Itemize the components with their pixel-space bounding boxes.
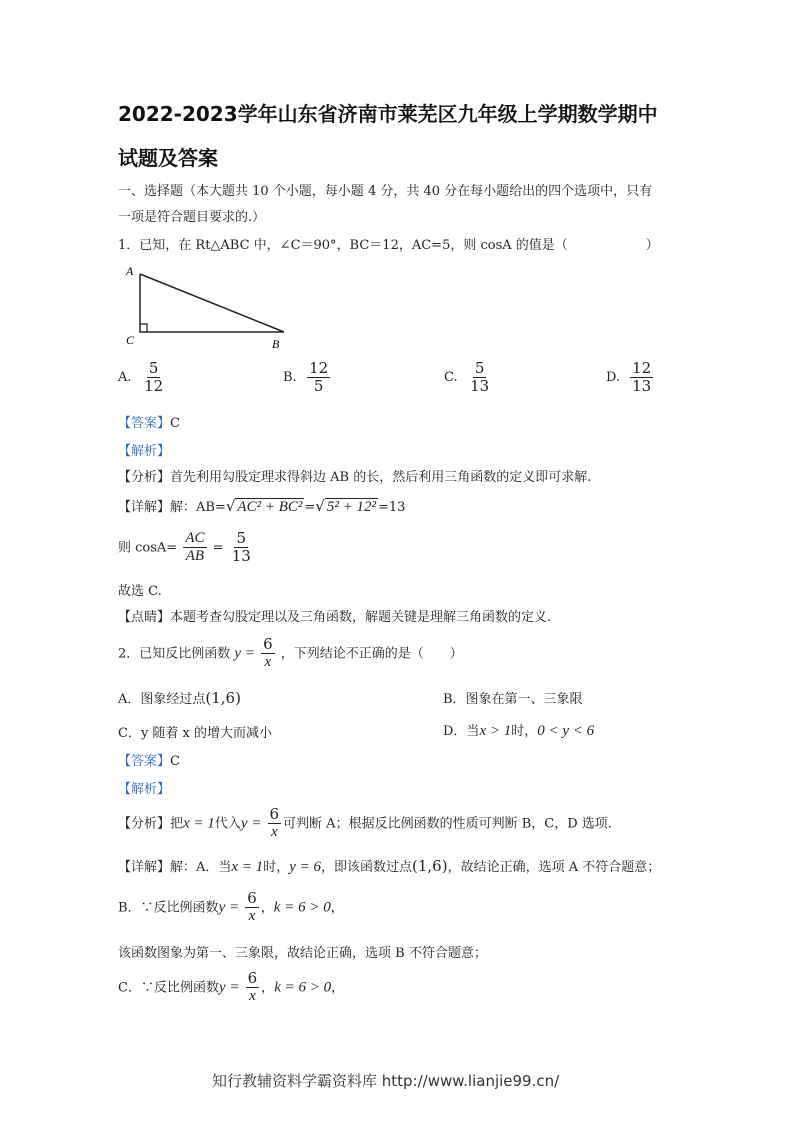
vertex-label-c: C [126,333,135,347]
q1-stem: 1．已知，在 Rt△ABC 中，∠C＝90°，BC＝12，AC=5，则 cosA 的值是（ ） [118,238,659,253]
sqrt-expression-2: 5² + 12² [326,499,376,515]
q1-fenxi: 【分析】首先利用勾股定理求得斜边 AB 的长，然后利用三角函数的定义即可求解. [118,470,592,485]
q1-analysis-tag: 【解析】 [118,444,171,459]
answer-value: C [170,416,180,431]
page-title-line1: 2022-2023学年山东省济南市莱芜区九年级上学期数学期中 [118,102,658,126]
vertex-label-a: A [126,264,134,278]
q2-detail-b: B．∵反比例函数y = $\frac{6}{x}$ ，k = 6 > 0， [118,889,344,925]
answer-tag: 【答案】 [118,416,171,431]
option-letter: C. [444,370,458,386]
q2-analysis-tag: 【解析】 [118,782,171,797]
q2-option-c: C．y 随着 x 的增大而减小 [118,726,273,741]
footer-text: 知行教辅资料学霸资料库 http://www.lianjie99.cn/ [212,1072,560,1090]
option-letter: D. [606,370,621,386]
vertex-label-b: B [272,337,280,351]
option-fraction: $\frac{5}{13}$ [470,359,490,396]
q2-option-d: D．当x > 1时，0 < y < 6 [443,723,595,739]
q1-answer [118,412,180,431]
q2-detail-c: C．∵反比例函数y = $\frac{6}{x}$ ，k = 6 > 0， [118,969,345,1005]
q2-stem: 2．已知反比例函数 y = $\frac{6}{x}$ ，下列结论不正确的是（ ） [118,635,463,671]
option-letter: B. [283,370,297,386]
q1-option-d [606,360,655,396]
q1-option-b [283,360,332,396]
q2-detail-b-line2: 该函数图象为第一、三象限，故结论正确，选项 B 不符合题意； [118,946,487,961]
q2-fenxi: 【分析】把x = 1代入y = $\frac{6}{x}$ 可判断 A；根据反比例函数的性质可判断 B，C，D 选项. [118,805,612,841]
q1-cos-line: 则 cosA= $\frac{AC}{AB}$ = $\frac{5}{13}$ [118,529,251,566]
q1-option-a [118,360,167,396]
q2-option-a: A．图象经过点(1,6) [118,689,241,707]
cos-result-fraction: $\frac{5}{13}$ [231,529,251,566]
section-header-line1: 一、选择题（本大题共 10 个小题，每小题 4 分，共 40 分在每小题给出的四个选项中，只有 [118,184,653,199]
sqrt-expression-1: AC² + BC² [237,499,303,515]
section-header-line2: 一项是符合题目要求的.） [118,210,266,225]
triangle-lines [140,274,284,332]
right-angle-mark [140,324,147,332]
q1-xiangjie: 【详解】解：AB=√ AC² + BC² =√ 5² + 12² =13 [118,497,406,515]
q2-xiangjie: 【详解】解：A．当x = 1时，y = 6，即该函数过点(1,6)，故结论正确，选项 A 不符合题意； [118,857,661,875]
option-fraction: $\frac{5}{12}$ [144,359,164,396]
option-letter: A. [118,370,132,386]
q2-option-b: B．图象在第一、三象限 [443,692,583,707]
q1-option-c [444,360,493,396]
cos-fraction: $\frac{AC}{AB}$ [185,530,205,565]
q2-answer: 【答案】C [118,754,180,769]
q1-conclusion: 故选 C. [118,584,162,599]
option-fraction: $\frac{12}{13}$ [632,359,652,396]
q1-dianjing: 【点睛】本题考查勾股定理以及三角函数，解题关键是理解三角函数的定义. [118,610,552,625]
q1-triangle-figure [120,262,300,354]
option-fraction: $\frac{12}{5}$ [309,359,329,396]
page-title-line2: 试题及答案 [118,146,218,170]
